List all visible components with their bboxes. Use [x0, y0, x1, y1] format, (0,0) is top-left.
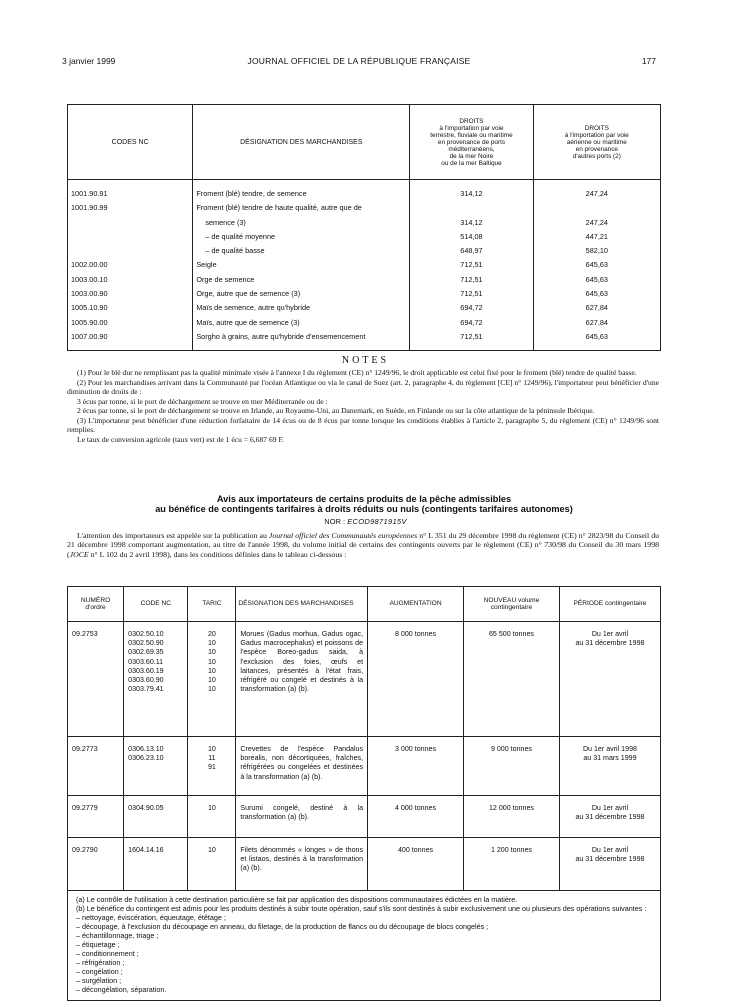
taric-code: 91	[207, 763, 216, 772]
quota-period	[559, 737, 660, 796]
row-droit-terrestre: 314,12	[460, 217, 483, 227]
code-value: 1005.90.00	[71, 316, 179, 330]
quota-row	[68, 796, 661, 838]
column-header-line: DROITS	[584, 124, 609, 132]
nc-code: 0303.60.19	[128, 666, 164, 675]
droits-aerienne-column	[533, 180, 660, 351]
row-designation	[196, 216, 406, 230]
row-code	[71, 287, 189, 301]
nc-code: 0303.60.11	[128, 657, 164, 666]
row-designation	[196, 301, 406, 315]
operation-item: – réfrigération ;	[76, 958, 125, 967]
nor-reference	[0, 517, 731, 526]
designation-text: – de qualité basse	[205, 244, 394, 258]
operation-item: – échantillonnage, triage ;	[76, 931, 159, 940]
taric-code: 10	[207, 745, 216, 753]
operation-item: – congélation ;	[76, 967, 123, 976]
nc-code: 0303.79.41	[128, 685, 164, 694]
droits-terrestre-column	[410, 180, 533, 351]
header-page-number: 177	[641, 56, 656, 66]
row-designation	[196, 287, 406, 301]
quota-row	[68, 838, 661, 891]
column-header-line: ou de la mer Baltique	[441, 159, 502, 167]
note-paragraph: Le taux de conversion agricole (taux vert) est de 1 écu = 6,687 69 F.	[77, 434, 284, 444]
taric-code: 11	[208, 754, 216, 763]
goods-designation: Surumi congelé, destiné à la transformation (a) (b).	[236, 796, 368, 838]
column-header-droits-aerienne	[533, 105, 660, 180]
intro-text-c: n° L 351 du 29 décembre 1998 du règlement (CE) n° 2823/98 du Conseil du 21 décembre 1998 comportant augmentation, au titre de l'année 1998, du volume initial de certains des contingents ouverts par le règlement (CE) n° 730/98 du Conseil du 30 mars 1998 (	[67, 531, 660, 559]
row-code	[71, 258, 189, 272]
code-value: 1001.90.91	[71, 187, 179, 201]
row-droit-terrestre: 712,51	[460, 289, 483, 299]
designation-text: – de qualité moyenne	[205, 230, 394, 244]
note-paragraph: (2) Pour les marchandises arrivant dans la Communauté par l'océan Atlantique ou via le canal de Suez (art. 2, paragraphe 4, du règlement [CE] n° 1249/96), l'importateur peut bénéficier d'une diminution de droits de :	[67, 377, 659, 396]
row-code	[71, 201, 189, 215]
quota-volume: 65 500 tonnes	[463, 622, 559, 737]
taric-code: 20	[207, 630, 216, 638]
row-droit-aerienne: 645,63	[585, 260, 608, 270]
row-code	[71, 330, 189, 344]
designation-text: semence (3)	[205, 216, 394, 230]
column-header-designation: DÉSIGNATION DES MARCHANDISES	[193, 105, 410, 180]
row-code	[71, 244, 189, 258]
column-header-codes: CODES NC	[68, 105, 193, 180]
quota-row	[68, 737, 661, 796]
row-code	[71, 273, 189, 287]
taric-codes	[188, 796, 236, 838]
avis-title-line1: Avis aux importateurs de certains produits de la pêche admissibles	[216, 494, 512, 504]
notes-heading: NOTES	[341, 355, 390, 366]
row-droit-aerienne: 247,24	[585, 217, 608, 227]
designation-text: Sorgho à grains, autre qu'hybride d'ensemencement	[196, 330, 394, 344]
avis-title	[67, 494, 661, 514]
period-end: au 31 décembre 1998	[575, 813, 645, 822]
row-droit-aerienne: 645,63	[585, 274, 608, 284]
period-end: au 31 décembre 1998	[575, 855, 645, 864]
quota-table	[67, 586, 661, 1001]
period-end: au 31 décembre 1998	[575, 639, 645, 648]
operation-item: – nettoyage, éviscération, équeutage, étêtage ;	[76, 913, 226, 922]
nc-code: 1604.14.16	[128, 846, 164, 854]
designation-text: Orge de semence	[196, 273, 394, 287]
nc-code: 0304.90.05	[128, 804, 164, 812]
notes-section	[67, 368, 659, 444]
row-droit-terrestre: 712,51	[460, 331, 483, 341]
code-value: 1003.00.10	[71, 273, 179, 287]
taric-code: 10	[207, 846, 216, 854]
taric-codes	[188, 838, 236, 891]
row-droit-terrestre: 694,72	[460, 303, 483, 313]
nor-value: ECOD9871915V	[347, 517, 407, 526]
row-code	[71, 230, 189, 244]
augmentation-value: 400 tonnes	[368, 838, 464, 891]
row-droit-terrestre: 314,12	[460, 189, 483, 198]
column-header-line: DROITS	[459, 117, 484, 125]
taric-code: 10	[207, 666, 216, 675]
intro-text-a: L'attention des importateurs est appelée sur la publication au	[77, 531, 269, 540]
codes-column	[68, 180, 193, 351]
designation-text: Maïs de semence, autre qu'hybride	[196, 301, 394, 315]
nc-codes	[124, 737, 188, 796]
row-droit-terrestre	[413, 201, 529, 215]
nc-code: 0302.50.10	[128, 630, 164, 638]
column-header-line: de la mer Noire	[449, 152, 494, 160]
row-droit-aerienne: 645,63	[585, 331, 608, 341]
nc-code: 0302.50.90	[128, 639, 164, 648]
column-header-line: en provenance de ports	[437, 138, 506, 146]
row-droit-terrestre: 514,08	[460, 231, 483, 241]
augmentation-value: 4 000 tonnes	[368, 796, 464, 838]
footnote-b: (b) Le bénéfice du contingent est admis pour les produits destinés à subir toute opération, sauf s'ils sont destinés à subir exclusivement une ou plusieurs des opérations suivantes :	[76, 904, 647, 913]
quota-period	[559, 838, 660, 891]
designation-text: Maïs, autre que de semence (3)	[196, 316, 394, 330]
operations-list	[76, 913, 652, 994]
code-value: 1007.00.90	[71, 330, 179, 344]
row-designation	[196, 201, 406, 215]
row-droit-aerienne: 627,84	[585, 303, 608, 313]
taric-code: 10	[207, 804, 216, 812]
designation-text: Froment (blé) tendre de haute qualité, autre que de	[196, 203, 362, 213]
quota-table-footnotes	[68, 891, 661, 1001]
row-designation	[196, 316, 406, 330]
order-number: 09.2753	[68, 622, 124, 737]
operation-item: – conditionnement ;	[76, 949, 139, 958]
duties-table-body	[68, 180, 661, 351]
column-header-line: terrestre, fluviale ou maritime	[430, 131, 513, 139]
column-header-line: d'autres ports (2)	[572, 152, 621, 160]
column-header-line: méditerranéens,	[448, 145, 495, 153]
goods-designation: Filets dénommés « longes » de thons et listaos, destinés à la transformation (a) (b).	[236, 838, 368, 891]
header-date: 3 janvier 1999	[62, 56, 116, 66]
column-header-line: en provenance	[575, 145, 618, 153]
column-header-taric: TARIC	[188, 587, 236, 622]
row-code	[71, 301, 189, 315]
column-header-line: aérienne ou maritime	[566, 138, 627, 146]
note-paragraph: (1) Pour le blé dur ne remplissant pas la qualité minimale visée à l'annexe I du règlement (CE) n° 1249/96, le droit applicable est celui fixé pour le froment (blé) tendre de qualité basse.	[77, 368, 637, 377]
quota-period	[559, 622, 660, 737]
goods-designation: Crevettes de l'espèce Pandalus borealis, non décortiquées, fraîches, réfrigérées ou congelées et destinées à la transformation (a) (b).	[236, 737, 368, 796]
column-header-droits-terrestre	[410, 105, 533, 180]
note-paragraph: 2 écus par tonne, si le port de déchargement se trouve en Irlande, au Royaume-Uni, au Danemark, en Suède, en Finlande ou sur la côte atlantique de la péninsule Ibérique.	[77, 406, 595, 415]
operation-item: – surgélation ;	[76, 976, 122, 985]
row-designation	[196, 273, 406, 287]
row-droit-terrestre: 712,51	[460, 274, 483, 284]
taric-code: 10	[207, 639, 216, 648]
nc-code: 0306.13.10	[128, 745, 164, 753]
nc-codes	[124, 622, 188, 737]
taric-code: 10	[207, 657, 216, 666]
order-number: 09.2773	[68, 737, 124, 796]
row-code	[71, 216, 189, 230]
designation-column	[193, 180, 410, 351]
row-droit-aerienne: 447,21	[585, 231, 608, 241]
row-droit-aerienne	[537, 201, 657, 215]
goods-designation: Morues (Gadus morhua, Gadus ogac, Gadus macrocephalus) et poissons de l'espèce Boreo-gadus saida, à l'exclusion des foies, œufs et laitances, présentés à l'état frais, réfrigéré ou congelé et destinés à la transformation (a) (b).	[236, 622, 368, 737]
column-header-designation: DÉSIGNATION DES MARCHANDISES	[236, 587, 368, 622]
quota-row	[68, 622, 661, 737]
duties-table	[67, 104, 661, 351]
taric-codes	[188, 737, 236, 796]
quota-volume: 1 200 tonnes	[463, 838, 559, 891]
designation-text: Froment (blé) tendre, de semence	[196, 187, 394, 201]
code-value: 1002.00.00	[71, 258, 179, 272]
row-code	[71, 187, 189, 201]
row-designation	[196, 330, 406, 344]
operation-item: – découpage, à l'exclusion du découpage en anneau, du filetage, de la production de flancs ou du découpage de blocs congelés ;	[76, 922, 489, 931]
row-droit-aerienne: 645,63	[585, 289, 608, 299]
row-droit-terrestre: 648,97	[460, 246, 483, 256]
column-header-line: à l'importation par voie	[439, 124, 504, 132]
designation-text: Seigle	[196, 258, 394, 272]
column-header-periode: PÉRIODE contingentaire	[559, 587, 660, 622]
column-header-numero: NUMÉRO d'ordre	[68, 587, 124, 622]
taric-code: 10	[207, 685, 216, 694]
period-start: Du 1er avril	[591, 804, 629, 812]
nc-code: 0303.60.90	[128, 676, 164, 685]
row-droit-aerienne: 247,24	[585, 189, 608, 198]
nc-codes	[124, 838, 188, 891]
footnote-a: (a) Le contrôle de l'utilisation à cette destination particulière se fait par application des dispositions communautaires édictées en la matière.	[76, 895, 518, 904]
avis-title-line2: au bénéfice de contingents tarifaires à droits réduits ou nuls (contingents tarifaires autonomes)	[155, 504, 573, 514]
row-designation	[196, 230, 406, 244]
quota-period	[559, 796, 660, 838]
taric-codes	[188, 622, 236, 737]
taric-code: 10	[207, 648, 216, 657]
header-journal-title: JOURNAL OFFICIEL DE LA RÉPUBLIQUE FRANÇAISE	[247, 56, 471, 66]
row-droit-aerienne: 582,10	[585, 246, 608, 256]
row-droit-aerienne: 627,84	[585, 317, 608, 327]
nc-code: 0306.23.10	[128, 754, 164, 763]
quota-volume: 9 000 tonnes	[463, 737, 559, 796]
period-start: Du 1er avril 1998	[582, 745, 637, 753]
augmentation-value: 8 000 tonnes	[368, 622, 464, 737]
order-number: 09.2790	[68, 838, 124, 891]
row-code	[71, 316, 189, 330]
augmentation-value: 3 000 tonnes	[368, 737, 464, 796]
nc-code: 0302.69.35	[128, 648, 164, 657]
column-header-volume: NOUVEAU volume contingentaire	[463, 587, 559, 622]
column-header-line: à l'importation par voie	[564, 131, 629, 139]
row-droit-terrestre: 694,72	[460, 317, 483, 327]
code-value: 1001.90.99	[71, 201, 179, 215]
period-start: Du 1er avril	[591, 630, 629, 638]
row-designation	[196, 258, 406, 272]
nc-codes	[124, 796, 188, 838]
column-header-code-nc: CODE NC	[124, 587, 188, 622]
column-header-augmentation: AUGMENTATION	[368, 587, 464, 622]
code-value: 1003.00.90	[71, 287, 179, 301]
avis-intro	[67, 531, 659, 559]
note-paragraph: (3) L'importateur peut bénéficier d'une réduction forfaitaire de 14 écus ou de 8 écus par tonne lorsque les conditions établies à l'article 2, paragraphe 5, du règlement (CE) n° 1249/96 sont remplies.	[67, 415, 659, 434]
intro-joce: JOCE	[69, 549, 89, 559]
designation-text: Orge, autre que de semence (3)	[196, 287, 394, 301]
intro-journal-name: Journal officiel des Communautés européennes	[268, 531, 418, 540]
quota-volume: 12 000 tonnes	[463, 796, 559, 838]
period-end: au 31 mars 1999	[583, 754, 637, 763]
row-designation	[196, 187, 406, 201]
row-droit-terrestre: 712,51	[460, 260, 483, 270]
operation-item: – étiquetage ;	[76, 940, 120, 949]
page-header	[62, 56, 656, 68]
nor-label: NOR :	[324, 517, 346, 526]
intro-text-e: n° L 102 du 2 avril 1998), dans les conditions définies dans le tableau ci-dessous :	[88, 549, 347, 559]
taric-code: 10	[207, 676, 216, 685]
code-value: 1005.10.90	[71, 301, 179, 315]
operation-item: – décongélation, séparation.	[76, 985, 167, 994]
order-number: 09.2779	[68, 796, 124, 838]
period-start: Du 1er avril	[591, 846, 629, 854]
row-designation	[196, 244, 406, 258]
note-paragraph: 3 écus par tonne, si le port de déchargement se trouve en mer Méditerranée ou de :	[77, 396, 328, 406]
